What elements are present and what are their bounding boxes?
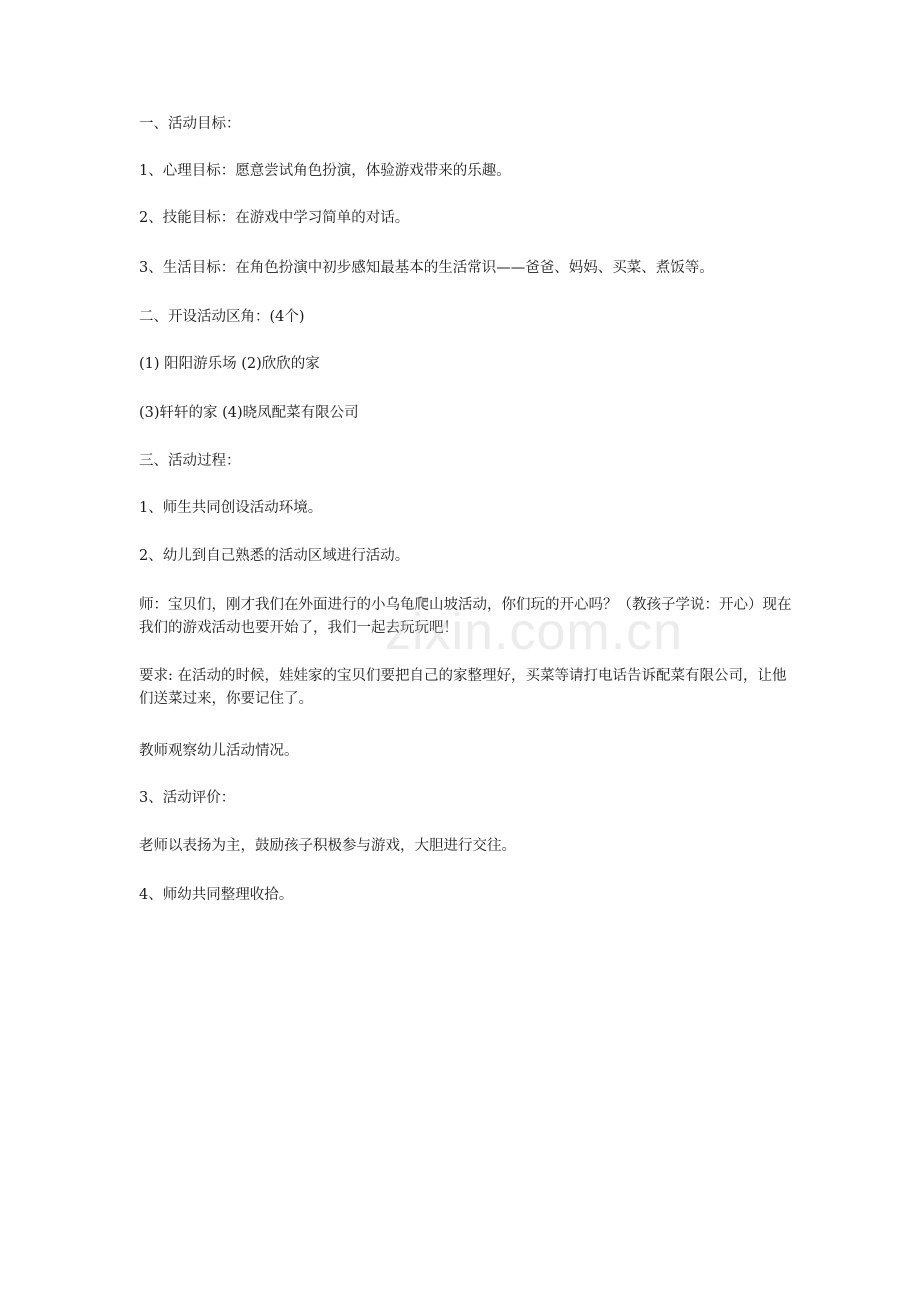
heading-activity-goals: 一、活动目标： xyxy=(139,116,241,132)
goal-skill: 2、技能目标：在游戏中学习简单的对话。 xyxy=(139,210,410,226)
areas-row-2: (3)轩轩的家 (4)晓凤配菜有限公司 xyxy=(139,405,359,421)
process-step-3: 3、活动评价： xyxy=(139,790,236,806)
process-step-1: 1、师生共同创设活动环境。 xyxy=(139,500,323,516)
process-step-4: 4、师幼共同整理收拾。 xyxy=(139,887,294,903)
process-step-2: 2、幼儿到自己熟悉的活动区域进行活动。 xyxy=(139,548,410,564)
heading-activity-process: 三、活动过程： xyxy=(139,453,241,469)
requirements-paragraph: 要求: 在活动的时候，娃娃家的宝贝们要把自己的家整理好，买菜等请打电话告诉配菜有限公司，让他们送菜过来，你要记住了。 xyxy=(139,668,787,707)
heading-activity-areas: 二、开设活动区角：(4个) xyxy=(139,309,305,325)
goal-psychological: 1、心理目标：愿意尝试角色扮演，体验游戏带来的乐趣。 xyxy=(139,163,511,179)
goal-life: 3、生活目标：在角色扮演中初步感知最基本的生活常识——爸爸、妈妈、买菜、煮饭等。 xyxy=(139,260,714,276)
teacher-observation: 教师观察幼儿活动情况。 xyxy=(139,743,299,759)
areas-row-1: (1) 阳阳游乐场 (2)欣欣的家 xyxy=(139,356,320,372)
watermark: zixin.com.cn xyxy=(385,603,684,661)
teacher-dialogue: 师：宝贝们，刚才我们在外面进行的小乌龟爬山坡活动，你们玩的开心吗？（教孩子学说：开心）现在我们的游戏活动也要开始了，我们一起去玩玩吧！ xyxy=(139,597,792,636)
evaluation-text: 老师以表扬为主，鼓励孩子积极参与游戏，大胆进行交往。 xyxy=(139,838,516,854)
